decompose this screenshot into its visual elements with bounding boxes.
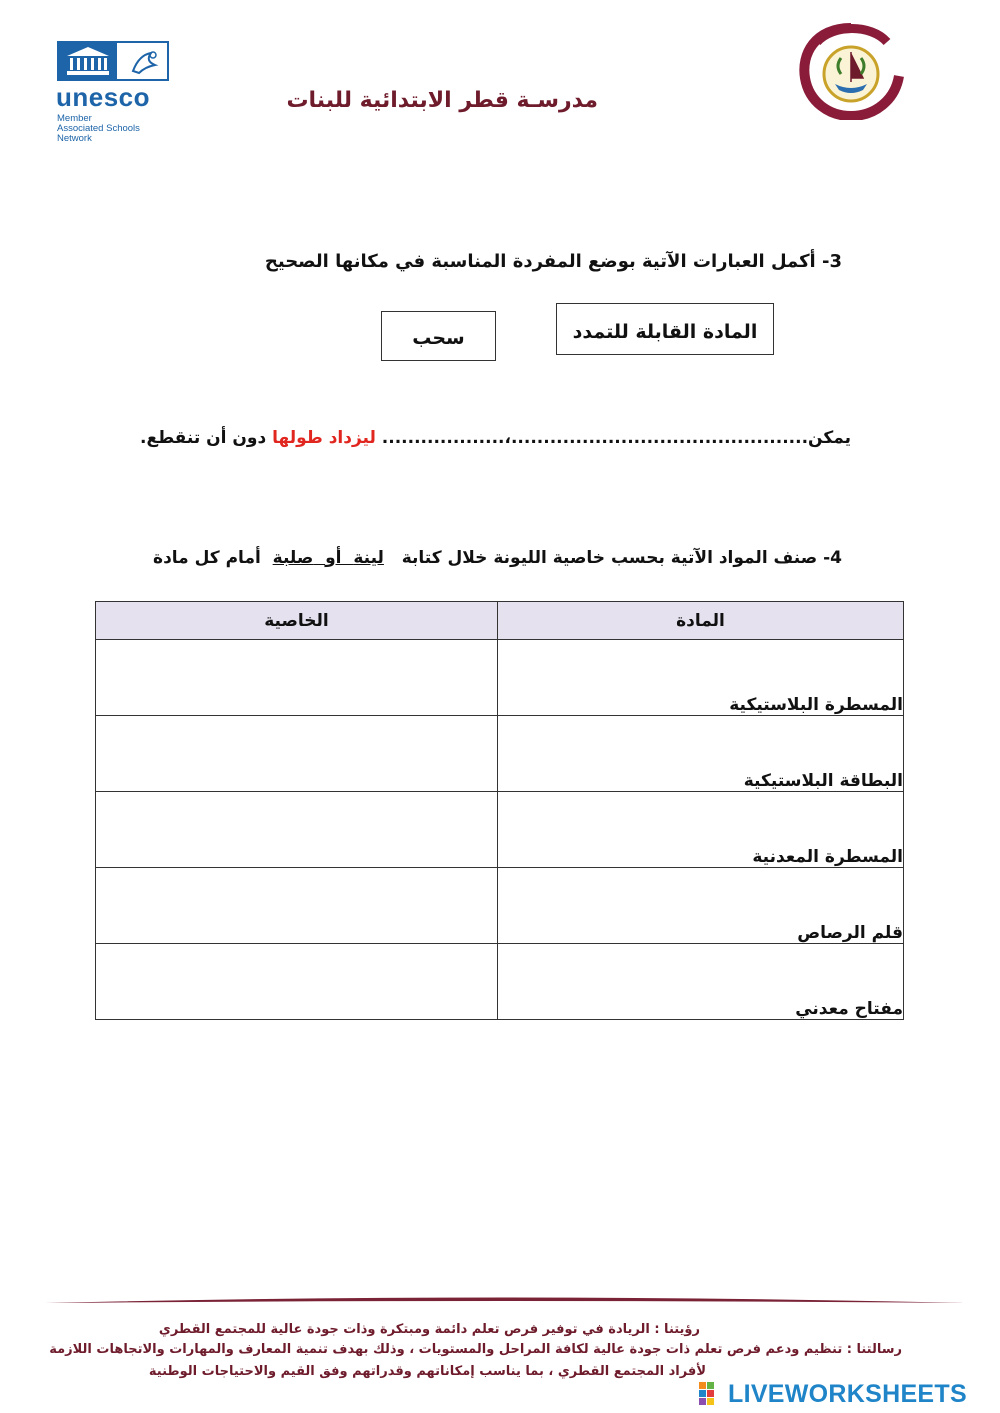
- property-answer-cell[interactable]: [96, 868, 498, 944]
- footer-mission-cont: لأفراد المجتمع القطري ، بما يناسب إمكاناتهم وقدراتهم وفق القيم والاحتياجات الوطنية: [148, 1364, 706, 1379]
- table-row: [96, 640, 904, 716]
- classification-table: [95, 601, 904, 1020]
- qatar-ministry-logo-icon: [795, 20, 907, 120]
- question-4-instruction: [153, 548, 842, 568]
- material-cell: البطاقة البلاستيكية: [498, 716, 904, 792]
- material-cell: مفتاح معدني: [498, 944, 904, 1020]
- material-cell: المسطرة المعدنية: [498, 792, 904, 868]
- sentence-suffix: دون أن تنقطع.: [140, 428, 267, 448]
- school-name: مدرسـة قطر الابتدائية للبنات: [286, 88, 598, 113]
- unesco-wordmark: unesco: [56, 82, 151, 112]
- table-row: [96, 868, 904, 944]
- table-header-row: [96, 602, 904, 640]
- column-header-material: المادة: [498, 602, 904, 640]
- unesco-subtitle-line: Member: [57, 113, 92, 124]
- option-or: أو: [325, 548, 342, 568]
- footer-divider: [45, 1296, 965, 1308]
- word-bank-item[interactable]: المادة القابلة للتمدد: [556, 303, 774, 355]
- aspnet-emblem-icon: [125, 47, 163, 77]
- word-bank-item[interactable]: سحب: [381, 311, 496, 361]
- unesco-subtitle: [57, 114, 140, 144]
- property-answer-cell[interactable]: [96, 944, 498, 1020]
- unesco-logo-box: [57, 41, 169, 81]
- question-3-instruction: 3- أكمل العبارات الآتية بوضع المفردة المناسبة في مكانها الصحيح: [264, 251, 842, 272]
- answer-blank[interactable]: ..............................................،...................: [381, 428, 809, 448]
- property-answer-cell[interactable]: [96, 716, 498, 792]
- sentence-prefix: يمكن: [808, 428, 851, 448]
- table-row: [96, 716, 904, 792]
- liveworksheets-logo-icon: [698, 1381, 724, 1409]
- table-row: [96, 944, 904, 1020]
- column-header-property: الخاصية: [96, 602, 498, 640]
- table-row: [96, 792, 904, 868]
- property-answer-cell[interactable]: [96, 640, 498, 716]
- unesco-temple-icon: [59, 43, 117, 79]
- material-cell: المسطرة البلاستيكية: [498, 640, 904, 716]
- question-4-text: 4- صنف المواد الآتية بحسب خاصية الليونة خلال كتابة: [401, 548, 842, 568]
- unesco-subtitle-line: Network: [57, 133, 92, 144]
- option-hard: صلبة: [272, 548, 314, 568]
- property-answer-cell[interactable]: [96, 792, 498, 868]
- question-4-text-end: أمام كل مادة: [153, 548, 261, 568]
- liveworksheets-watermark: LIVEWORKSHEETS: [728, 1380, 967, 1408]
- footer-mission: رسالتنا : تنظيم ودعم فرص تعلم ذات جودة عالية لكافة المراحل والمستويات ، وذلك بهدف تنمية المعارف والمهارات والاتجاهات اللازمة: [49, 1342, 902, 1357]
- option-soft: لينة: [353, 548, 384, 568]
- footer-vision: رؤيتنا : الريادة في توفير فرص تعلم دائمة ومبتكرة وذات جودة عالية للمجتمع القطري: [158, 1322, 700, 1337]
- fill-in-sentence: [140, 428, 851, 448]
- sentence-highlight: ليزداد طولها: [272, 428, 376, 448]
- material-cell: قلم الرصاص: [498, 868, 904, 944]
- unesco-subtitle-line: Associated Schools: [57, 123, 140, 134]
